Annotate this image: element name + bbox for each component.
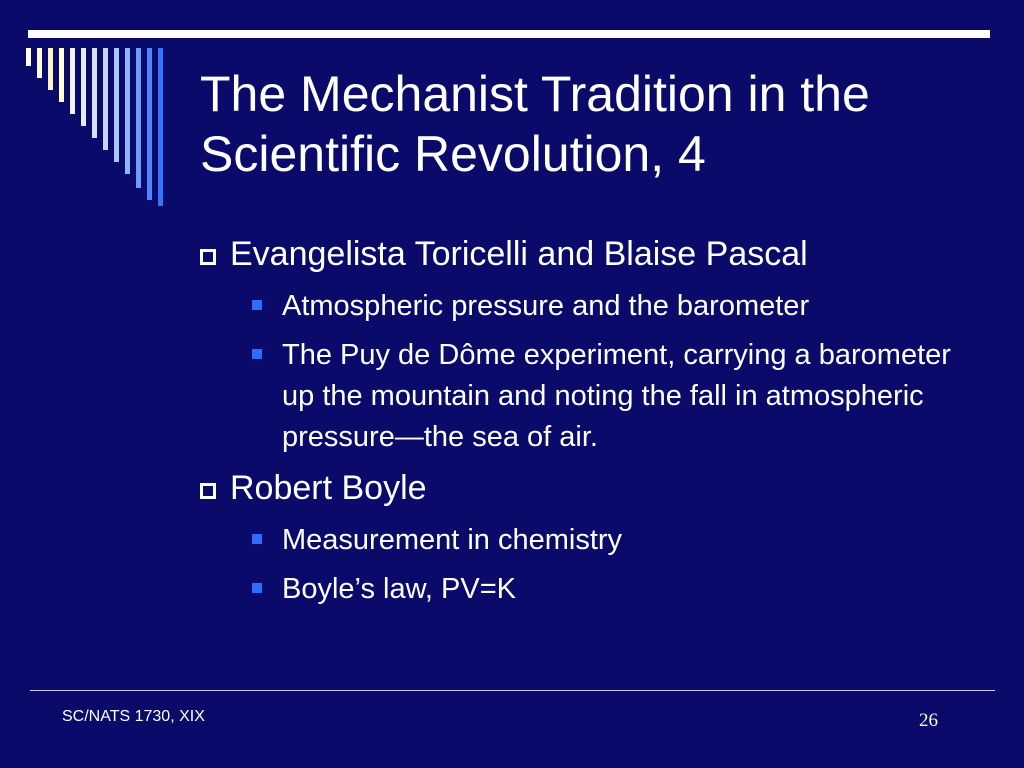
subbullet-text: Boyle’s law, PV=K: [282, 573, 517, 605]
subbullet-puy-de-dome: [252, 335, 960, 458]
subbullet-measurement-chemistry: [252, 520, 960, 561]
slide-content: [200, 232, 960, 618]
bullet-torricelli-pascal: [200, 232, 960, 276]
subbullet-text: Measurement in chemistry: [282, 524, 623, 556]
filled-square-bullet-icon: [252, 300, 262, 310]
bullet-text: Evangelista Toricelli and Blaise Pascal: [230, 235, 808, 273]
footer-divider: [30, 690, 995, 691]
filled-square-bullet-icon: [252, 534, 262, 544]
page-number: 26: [919, 710, 938, 731]
bullet-text: Robert Boyle: [230, 469, 427, 507]
top-rule: [28, 30, 990, 38]
decorative-stripes: [26, 48, 166, 208]
hollow-square-bullet-icon: [200, 249, 216, 265]
filled-square-bullet-icon: [252, 583, 262, 593]
title-line-1: The Mechanist Tradition in the: [200, 66, 870, 122]
footer-course: SC/NATS 1730, XIX: [62, 708, 205, 725]
hollow-square-bullet-icon: [200, 483, 216, 499]
subbullet-text: Atmospheric pressure and the barometer: [282, 290, 810, 322]
bullet-robert-boyle: [200, 466, 960, 510]
slide-title: [200, 64, 980, 184]
subbullet-text: The Puy de Dôme experiment, carrying a barometer up the mountain and noting the fall in atmospheric pressure—the sea of air.: [282, 339, 951, 453]
title-line-2: Scientific Revolution, 4: [200, 126, 706, 182]
filled-square-bullet-icon: [252, 349, 262, 359]
subbullet-atmospheric-pressure: [252, 286, 960, 327]
subbullet-boyles-law: [252, 569, 960, 610]
